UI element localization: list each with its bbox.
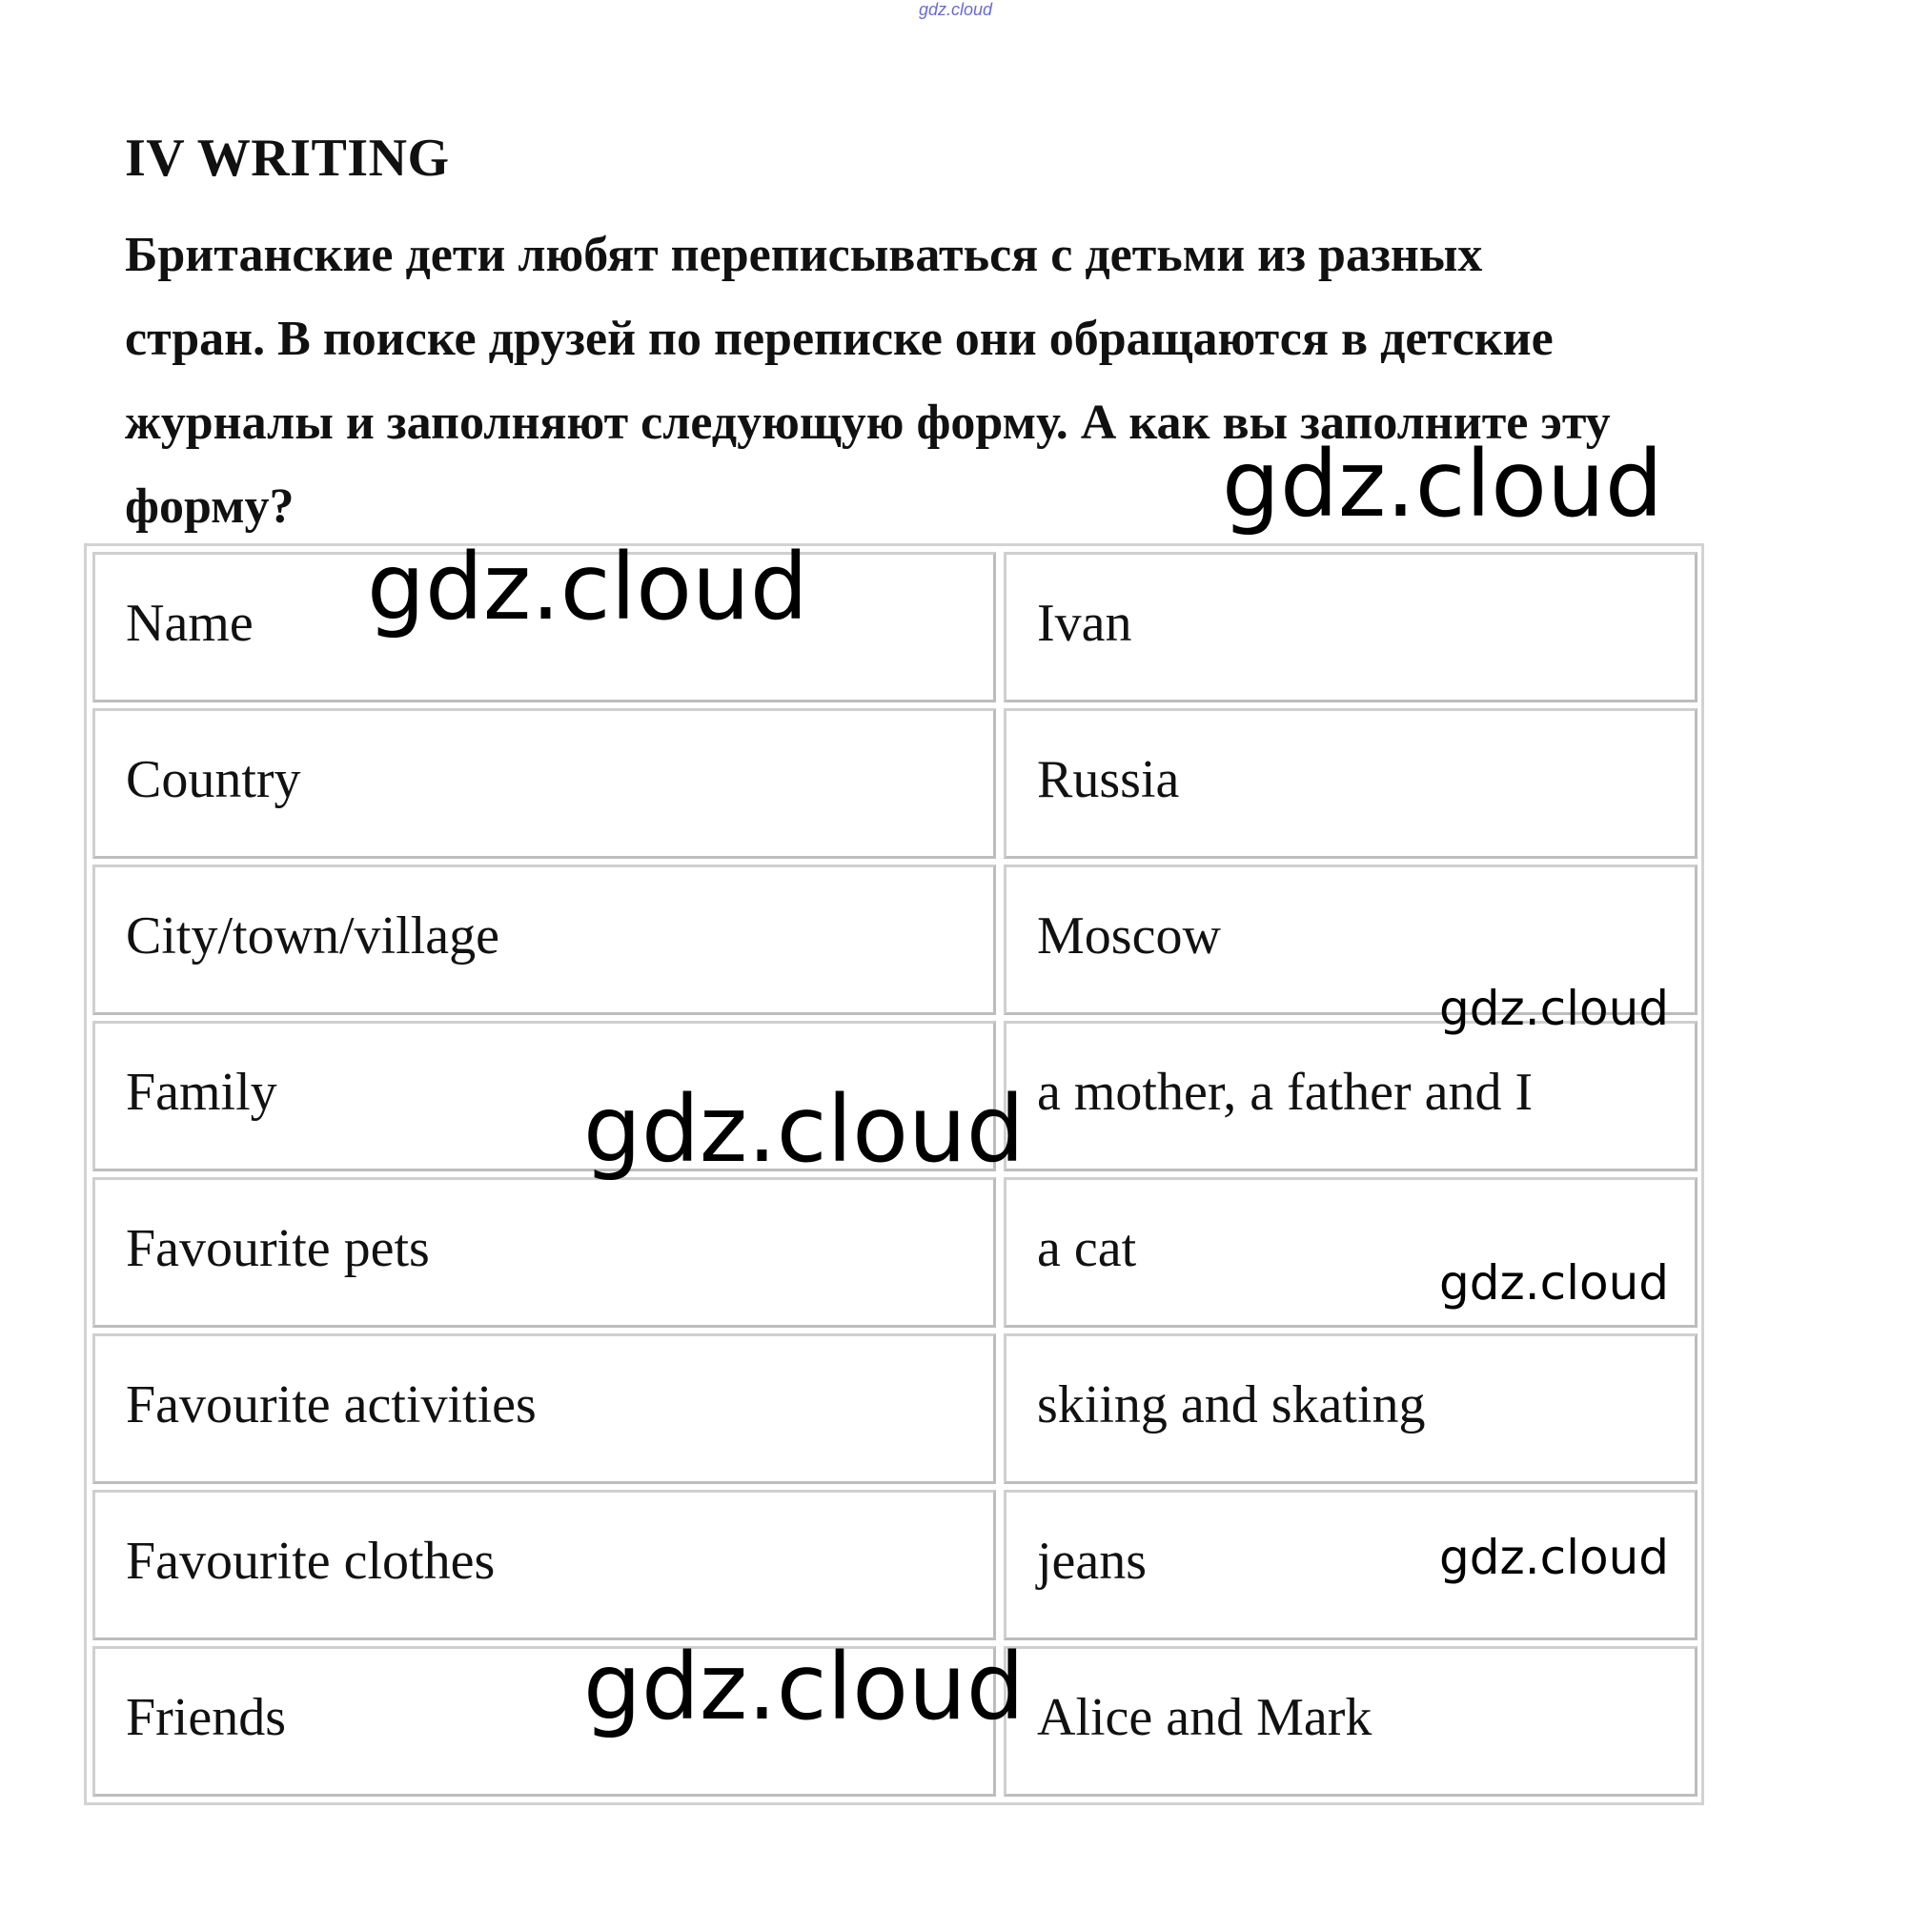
table-row <box>92 1333 1698 1484</box>
value-cell <box>1004 1021 1698 1171</box>
value-cell <box>1004 708 1698 859</box>
watermark: gdz.cloud <box>367 534 808 641</box>
instruction-line: Британские дети любят переписываться с детьми из разных <box>125 228 1483 282</box>
instruction-line: форму? <box>125 479 295 534</box>
watermark: gdz.cloud <box>583 1076 1025 1183</box>
watermark: gdz.cloud <box>583 1634 1025 1740</box>
label-text: City/town/village <box>126 906 499 966</box>
label-text: Family <box>126 1063 277 1122</box>
value-cell <box>1004 1646 1698 1797</box>
label-cell <box>92 1490 996 1640</box>
watermark: gdz.cloud <box>1222 431 1663 538</box>
value-cell <box>1004 1333 1698 1484</box>
watermark: gdz.cloud <box>1439 1255 1670 1311</box>
label-cell <box>92 1333 996 1484</box>
label-cell <box>92 864 996 1015</box>
table-row <box>92 708 1698 859</box>
instruction-line: журналы и заполняют следующую форму. А как вы заполните эту <box>125 396 1611 450</box>
value-text: a mother, a father and I <box>1037 1063 1534 1122</box>
label-text: Country <box>126 750 301 809</box>
label-cell <box>92 708 996 859</box>
value-cell <box>1004 552 1698 702</box>
value-text: Russia <box>1037 750 1180 809</box>
label-text: Name <box>126 594 254 653</box>
label-text: Favourite pets <box>126 1219 430 1278</box>
watermark: gdz.cloud <box>1439 981 1670 1036</box>
label-text: Favourite activities <box>126 1375 537 1434</box>
value-text: jeans <box>1037 1532 1148 1591</box>
value-text: skiing and skating <box>1037 1375 1426 1434</box>
watermark: gdz.cloud <box>1439 1530 1670 1585</box>
label-cell <box>92 1177 996 1328</box>
value-text: Ivan <box>1037 594 1132 653</box>
value-text: Alice and Mark <box>1037 1688 1372 1747</box>
section-title: IV WRITING <box>125 129 450 188</box>
header-watermark: gdz.cloud <box>918 0 993 19</box>
value-text: Moscow <box>1037 906 1221 966</box>
label-text: Favourite clothes <box>126 1532 496 1591</box>
label-text: Friends <box>126 1688 286 1747</box>
instruction-line: стран. В поиске друзей по переписке они обращаются в детские <box>125 312 1554 366</box>
table-row <box>92 552 1698 702</box>
value-text: a cat <box>1037 1219 1137 1278</box>
